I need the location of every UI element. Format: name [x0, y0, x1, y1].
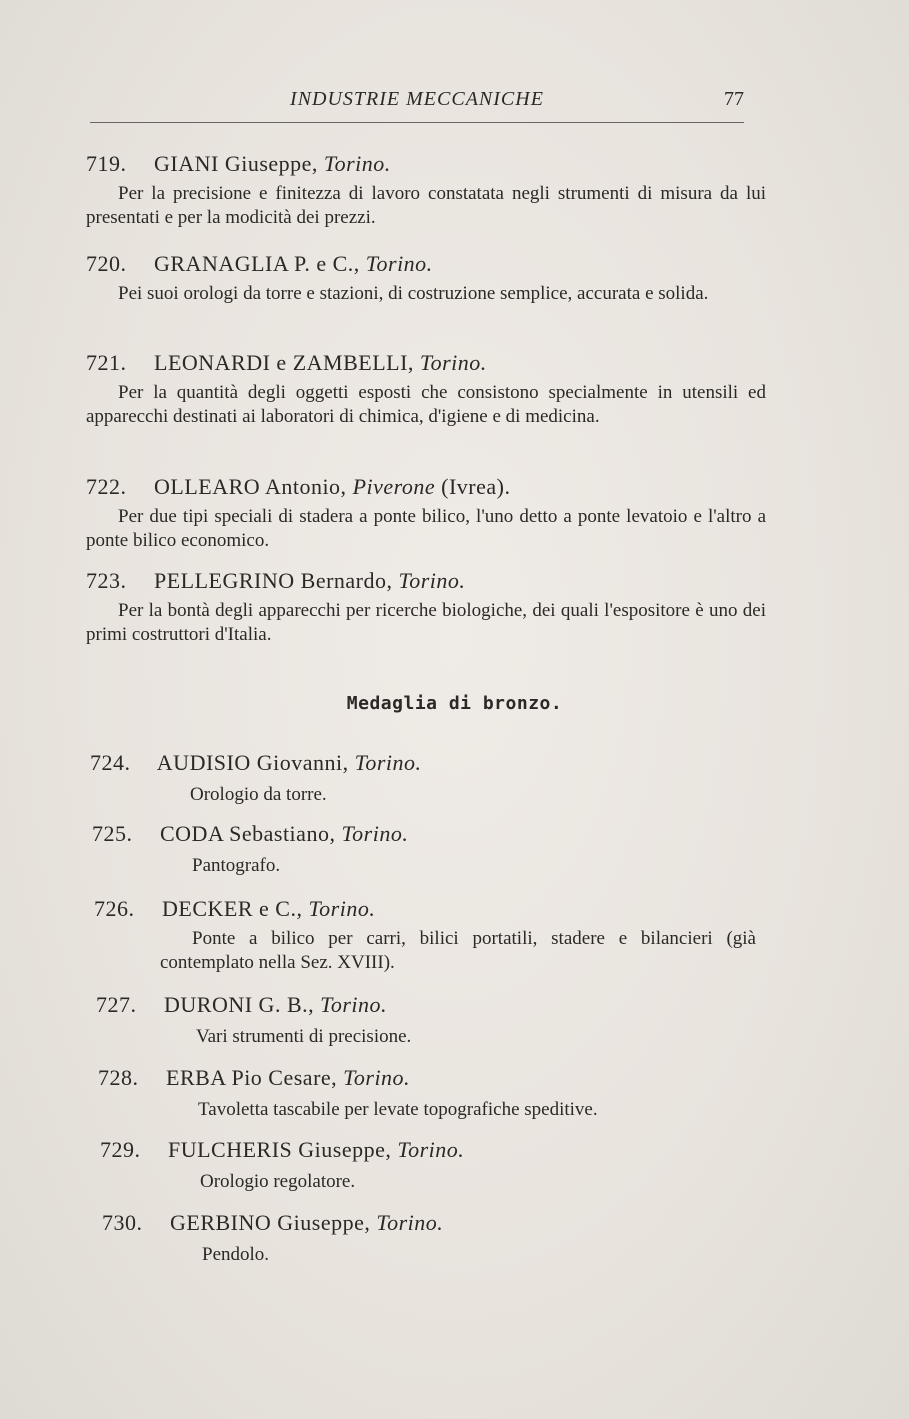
- entry-description: Orologio da torre.: [190, 784, 327, 805]
- exhibitor-name: GRANAGLIA P. e C.,: [154, 251, 360, 276]
- exhibitor-place: Piverone: [352, 474, 436, 499]
- entry-heading: [86, 567, 766, 595]
- entry-description: Per la precisione e finitezza di lavoro constatata negli strumenti di misura da lui presentati e per la modicità dei prezzi.: [86, 183, 766, 228]
- entry-description: Vari strumenti di precisione.: [196, 1026, 412, 1047]
- entry-number: 727.: [96, 992, 137, 1017]
- entry-number: 728.: [98, 1065, 139, 1090]
- exhibitor-place: Torino.: [343, 1065, 411, 1090]
- entry-720: [86, 250, 766, 306]
- exhibitor-name: DURONI G. B.,: [164, 992, 315, 1017]
- entry-729: [100, 1136, 780, 1194]
- exhibitor-name: DECKER e C.,: [162, 896, 303, 921]
- entry-description: Per due tipi speciali di stadera a ponte bilico, l'uno detto a ponte levatoio e l'altro a ponte bilico economico.: [86, 506, 766, 551]
- exhibitor-place: Torino.: [398, 568, 466, 593]
- entry-number: 721.: [86, 350, 127, 375]
- entry-number: 719.: [86, 151, 127, 176]
- exhibitor-place: Torino.: [341, 821, 409, 846]
- exhibitor-place: Torino.: [320, 992, 388, 1017]
- entry-heading: [92, 820, 772, 848]
- page-number: 77: [724, 88, 744, 110]
- entry-description: Pei suoi orologi da torre e stazioni, di costruzione semplice, accurata e solida.: [118, 283, 709, 304]
- entry-description: Pantografo.: [192, 855, 281, 876]
- exhibitor-name: FULCHERIS Giuseppe,: [168, 1137, 392, 1162]
- entry-heading: [102, 1209, 782, 1237]
- entry-number: 720.: [86, 251, 127, 276]
- exhibitor-place: Torino.: [419, 350, 487, 375]
- entry-heading: [86, 473, 766, 501]
- entry-727: [96, 991, 776, 1049]
- entry-description: Tavoletta tascabile per levate topografiche speditive.: [198, 1099, 598, 1120]
- exhibitor-name: OLLEARO Antonio,: [154, 474, 347, 499]
- entry-description: Orologio regolatore.: [200, 1171, 356, 1192]
- entry-heading: [86, 349, 766, 377]
- exhibitor-name: GIANI Giuseppe,: [154, 151, 318, 176]
- entry-number: 729.: [100, 1137, 141, 1162]
- running-head: [90, 86, 744, 123]
- entry-number: 724.: [90, 750, 131, 775]
- entry-description: Pendolo.: [202, 1244, 270, 1265]
- entry-726: [94, 895, 756, 975]
- entry-number: 722.: [86, 474, 127, 499]
- entry-heading: [86, 250, 766, 278]
- exhibitor-place: Torino.: [323, 151, 391, 176]
- entry-number: 730.: [102, 1210, 143, 1235]
- exhibitor-place-note: (Ivrea).: [441, 474, 511, 499]
- section-title: Medaglia di bronzo.: [346, 693, 563, 714]
- exhibitor-name: CODA Sebastiano,: [160, 821, 336, 846]
- entry-724: [90, 749, 770, 807]
- entry-heading: [94, 895, 756, 923]
- entry-heading: [96, 991, 776, 1019]
- entry-730: [102, 1209, 782, 1267]
- entry-description: Per la bontà degli apparecchi per ricerche biologiche, dei quali l'espositore è uno dei primi costruttori d'Italia.: [86, 600, 766, 645]
- entry-number: 726.: [94, 896, 135, 921]
- entry-722: [86, 473, 766, 553]
- exhibitor-name: AUDISIO Giovanni,: [156, 750, 349, 775]
- entry-719: [86, 150, 766, 230]
- exhibitor-place: Torino.: [376, 1210, 444, 1235]
- exhibitor-place: Torino.: [397, 1137, 465, 1162]
- exhibitor-name: ERBA Pio Cesare,: [166, 1065, 338, 1090]
- entry-heading: [100, 1136, 780, 1164]
- exhibitor-name: GERBINO Giuseppe,: [170, 1210, 371, 1235]
- entry-number: 725.: [92, 821, 133, 846]
- entry-723: [86, 567, 766, 647]
- entry-721: [86, 349, 766, 429]
- exhibitor-name: LEONARDI e ZAMBELLI,: [154, 350, 414, 375]
- entry-728: [98, 1064, 778, 1122]
- entry-heading: [90, 749, 770, 777]
- entry-number: 723.: [86, 568, 127, 593]
- exhibitor-place: Torino.: [354, 750, 422, 775]
- entry-description: Per la quantità degli oggetti esposti che consistono specialmente in utensili ed apparecchi destinati ai laboratori di chimica, d'igiene e di medicina.: [86, 382, 766, 427]
- exhibitor-place: Torino.: [365, 251, 433, 276]
- exhibitor-place: Torino.: [308, 896, 376, 921]
- exhibitor-name: PELLEGRINO Bernardo,: [154, 568, 393, 593]
- entry-heading: [86, 150, 766, 178]
- running-head-title: INDUSTRIE MECCANICHE: [290, 88, 544, 110]
- entry-heading: [98, 1064, 778, 1092]
- entry-725: [92, 820, 772, 878]
- entry-description: Ponte a bilico per carri, bilici portatili, stadere e bilancieri (già contemplato nella Sez. XVIII).: [160, 928, 756, 973]
